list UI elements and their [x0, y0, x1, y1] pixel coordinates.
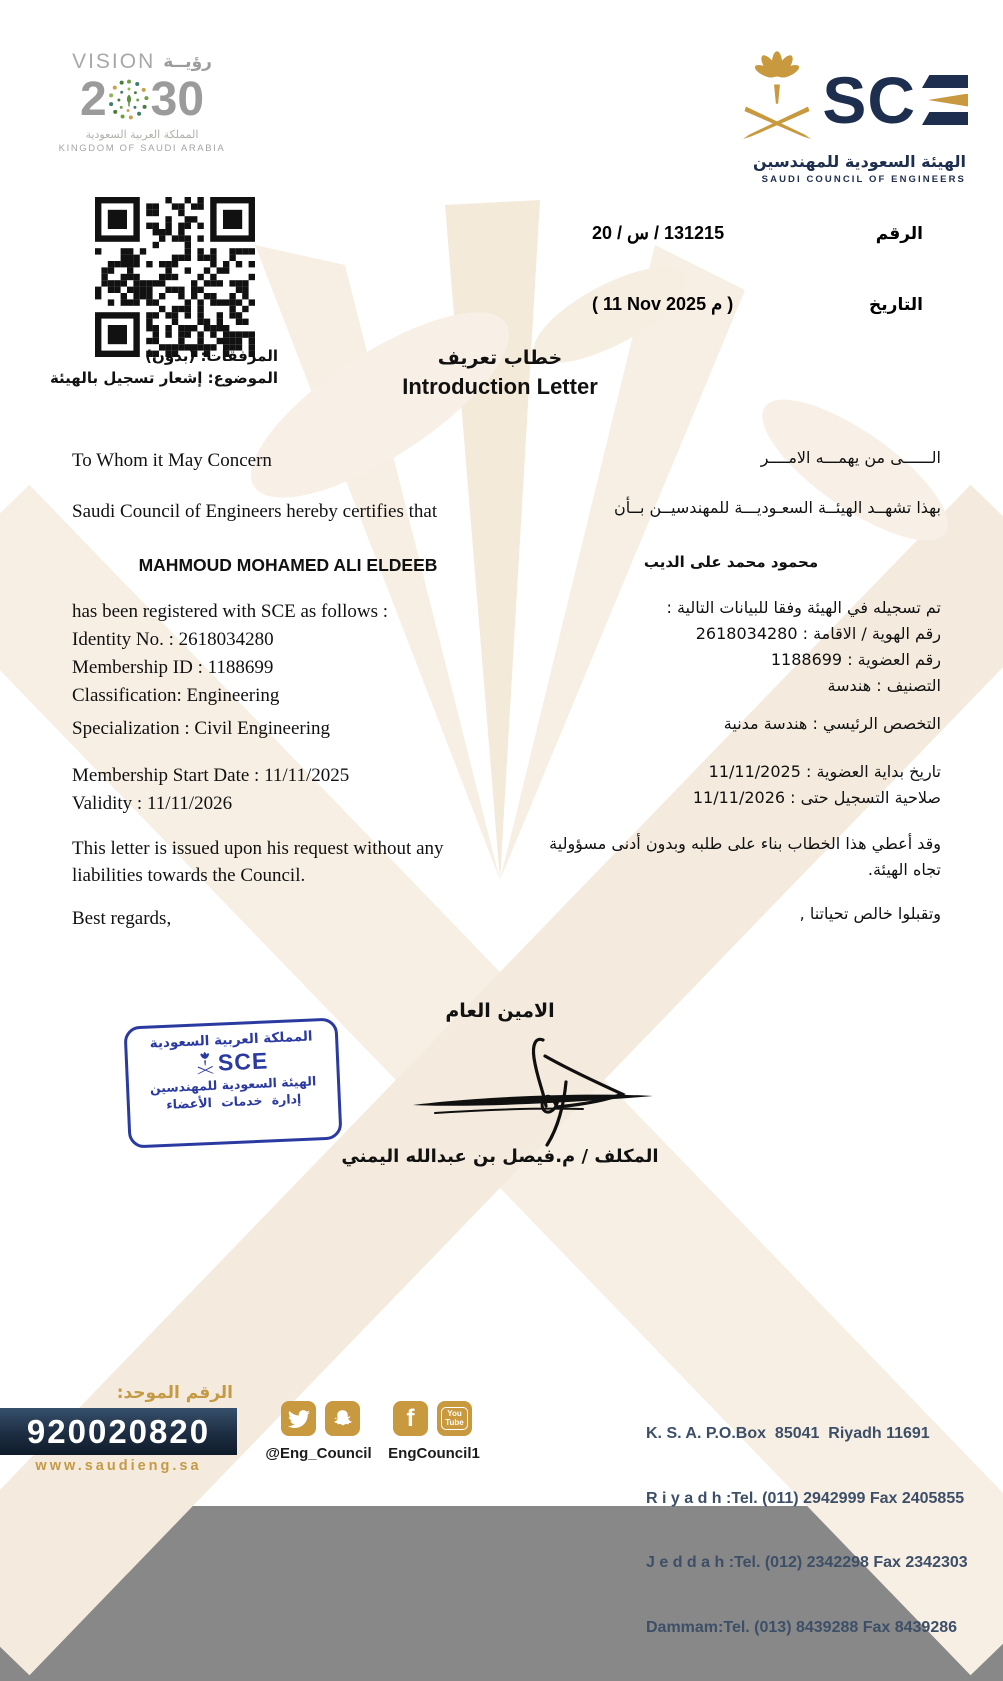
address-line: R i y a d h :Tel. (011) 2942999 Fax 2405855: [646, 1489, 965, 1507]
vision-2030-logo: [52, 50, 232, 154]
youtube-word-1: You: [447, 1408, 462, 1418]
unified-number-value: 920020820: [26, 1412, 211, 1450]
ref-number-value: 131215 / س / 20: [592, 223, 725, 243]
liability-ar: وقد أعطي هذا الخطاب بناء على طلبه وبدون أدنى مسؤولية تجاه الهيئة.: [549, 834, 941, 879]
vision-year-right: 30: [150, 73, 205, 126]
membership-dates-en: [72, 762, 504, 818]
specialization-en: Specialization : Civil Engineering: [72, 718, 331, 739]
facebook-letter: f: [406, 1404, 415, 1432]
address-line: J e d d a h :Tel. (012) 2342298 Fax 2342303: [646, 1554, 968, 1571]
stamp-org-line: الهيئة السعودية للمهندسين: [149, 1073, 317, 1096]
date-line: Validity : 11/11/2026: [72, 793, 233, 814]
signatory-name: المكلف / م.فيصل بن عبدالله اليمني: [341, 1146, 659, 1167]
social-handle-engcouncil: EngCouncil1: [388, 1445, 480, 1462]
social-icons-group-1: [281, 1401, 360, 1436]
certifies-en: Saudi Council of Engineers hereby certifies that: [72, 501, 438, 522]
vision-word-ar: رؤيــة: [163, 52, 212, 72]
sce-acronym-sc: SC: [822, 63, 916, 137]
date-line: Membership Start Date : 11/11/2025: [72, 765, 350, 786]
stamp-palm-icon: [195, 1051, 214, 1076]
detail-line: Identity No. : 2618034280: [72, 629, 274, 650]
date-line: تاريخ بداية العضوية : 11/11/2025: [708, 762, 941, 781]
title-arabic: خطاب تعريف: [437, 347, 563, 369]
facebook-icon: [393, 1401, 428, 1436]
stamp-dept-line: إدارة خدمات الأعضاء: [166, 1091, 302, 1112]
sce-name-english: SAUDI COUNCIL OF ENGINEERS: [761, 174, 966, 185]
letter-title: [300, 347, 700, 400]
detail-line: has been registered with SCE as follows :: [72, 601, 389, 622]
member-name-ar: محمود محمد على الديب: [643, 553, 819, 571]
detail-line: التصنيف : هندسة: [827, 676, 941, 695]
palm-swords-icon: [740, 52, 814, 148]
subject-line: الموضوع: إشعار تسجيل بالهيئة: [49, 368, 278, 387]
vision-tagline-ar: المملكة العربية السعودية: [85, 128, 199, 141]
regards-en: Best regards,: [72, 908, 172, 929]
detail-line: Classification: Engineering: [72, 685, 280, 706]
stamp-country-line: المملكة العربية السعودية: [149, 1028, 313, 1052]
detail-line: Membership ID : 1188699: [72, 657, 274, 678]
official-stamp: [123, 1017, 342, 1148]
unified-number-bar: [0, 1408, 237, 1455]
website-url: www.saudieng.sa: [35, 1458, 202, 1474]
vision-emblem-icon: [107, 78, 151, 122]
detail-line: رقم الهوية / الاقامة : 2618034280: [695, 624, 941, 643]
date-value: ( 11 Nov 2025 م ): [592, 294, 734, 314]
membership-dates-ar: [521, 759, 941, 811]
sce-logo: [740, 52, 968, 185]
specialization-ar: التخصص الرئيسي : هندسة مدنية: [723, 714, 941, 733]
address-block: [646, 1380, 968, 1681]
signatory-title: الامين العام: [445, 1000, 555, 1022]
address-line: Dammam:Tel. (013) 8439288 Fax 8439286: [646, 1618, 958, 1636]
registration-details-en: [72, 598, 504, 710]
handwritten-signature: [405, 1028, 675, 1148]
detail-line: تم تسجيله في الهيئة وفقا للبيانات التالية :: [666, 598, 941, 617]
salutation-en: To Whom it May Concern: [72, 450, 272, 471]
sce-name-arabic: الهيئة السعودية للمهندسين: [753, 152, 966, 171]
ref-number-label: الرقم: [875, 224, 923, 244]
vision-year-left: 2: [79, 73, 107, 126]
liability-en: This letter is issued upon his request without any liabilities towards the Council.: [72, 838, 444, 886]
social-handle-twitter: @Eng_Council: [265, 1445, 372, 1462]
detail-line: رقم العضوية : 1188699: [770, 650, 941, 669]
twitter-icon: [281, 1401, 316, 1436]
youtube-icon: [437, 1401, 472, 1436]
vision-word-en: VISION: [72, 50, 156, 73]
qr-code: [95, 197, 255, 357]
certifies-ar: بهذا تشهــد الهيئــة السعـوديـــة للمهندسيــن بــأن: [613, 498, 941, 517]
snapchat-icon: [325, 1401, 360, 1436]
attachments-line: المرفقات: (بدون): [145, 347, 278, 365]
unified-number-label: الرقم الموحد:: [116, 1383, 233, 1403]
attachments-subject-block: [48, 346, 278, 390]
regards-ar: وتقبلوا خالص تحياتنا ,: [799, 904, 941, 923]
date-label: التاريخ: [869, 295, 923, 315]
date-line: صلاحية التسجيل حتى : 11/11/2026: [692, 788, 941, 807]
address-line: K. S. A. P.O.Box 85041 Riyadh 11691: [646, 1425, 930, 1442]
sce-acronym-e-glyph: [922, 75, 968, 125]
title-english: Introduction Letter: [402, 374, 598, 399]
stamp-sce-acronym: SCE: [217, 1047, 269, 1076]
social-icons-group-2: [393, 1401, 472, 1436]
registration-details-ar: [521, 595, 941, 699]
salutation-ar: الــــــى من يهمـــه الامــــر: [760, 448, 941, 467]
youtube-word-2: Tube: [445, 1417, 464, 1427]
vision-tagline-en: KINGDOM OF SAUDI ARABIA: [58, 143, 226, 154]
member-name-en: MAHMOUD MOHAMED ALI ELDEEB: [138, 555, 438, 575]
